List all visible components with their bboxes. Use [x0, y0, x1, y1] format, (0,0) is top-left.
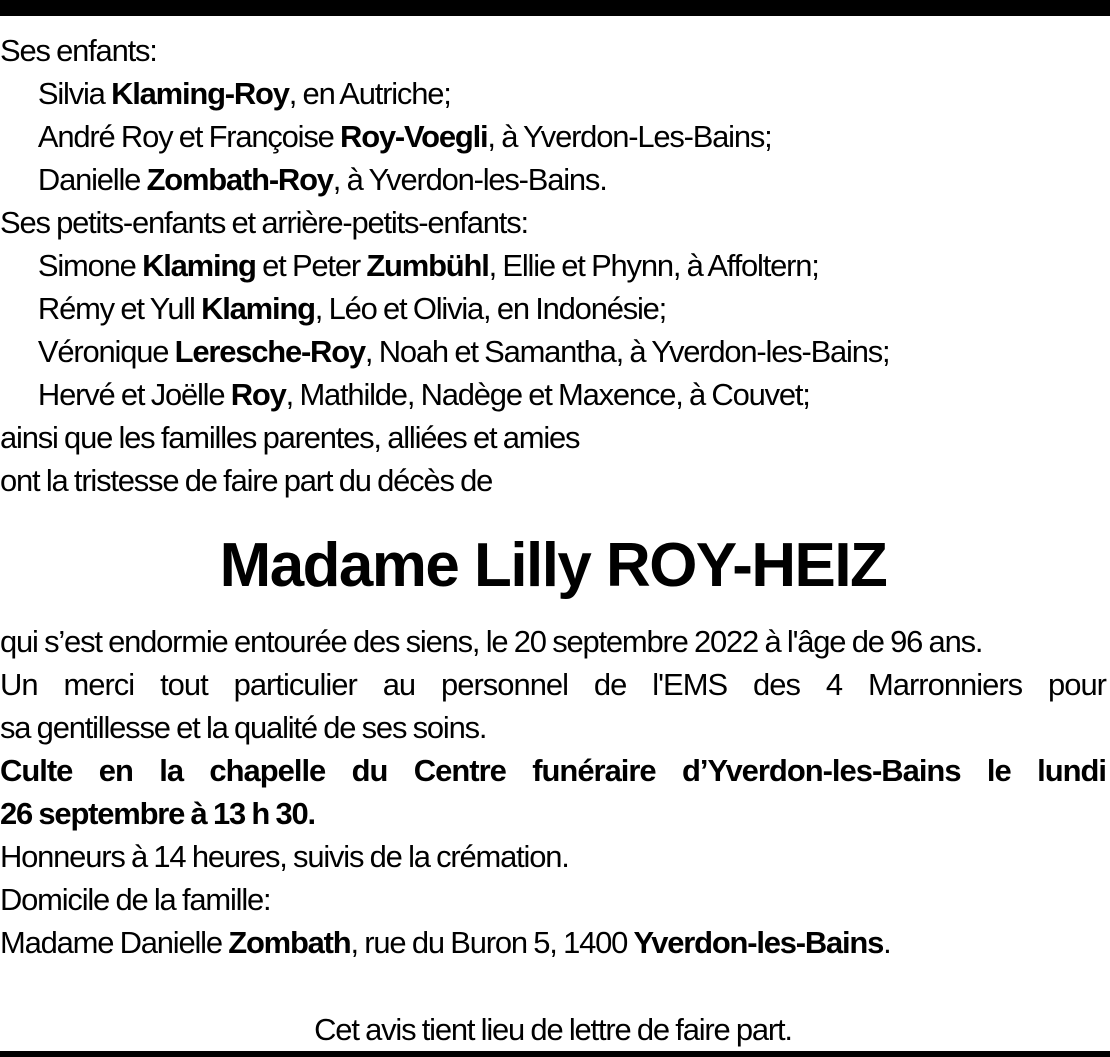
top-rule	[0, 0, 1110, 16]
children-heading: Ses enfants:	[0, 33, 157, 68]
spacer	[0, 502, 1108, 530]
families-line: ainsi que les familles parentes, alliées et amies	[0, 420, 580, 455]
address-text: Madame Danielle	[0, 925, 229, 960]
grandchild-text: Hervé et Joëlle	[37, 377, 231, 412]
child-surname: Klaming-Roy	[111, 76, 289, 111]
grandchildren-heading: Ses petits-enfants et arrière-petits-enfants:	[0, 205, 528, 240]
grandchild-line	[0, 330, 1106, 373]
deceased-name: Madame Lilly ROY-HEIZ	[219, 531, 887, 600]
child-location: , à Yverdon-Les-Bains;	[487, 119, 772, 154]
child-text: André Roy et Françoise	[37, 119, 341, 154]
grandchild-location: , Ellie et Phynn, à Affoltern;	[488, 248, 819, 283]
grandchild-text: Simone	[37, 248, 143, 283]
grandchild-line	[0, 287, 1106, 330]
grandchild-location: , Léo et Olivia, en Indonésie;	[314, 291, 667, 326]
grandchild-surname: Leresche-Roy	[174, 334, 365, 369]
child-text: Silvia	[37, 76, 112, 111]
grandchild-location: , Noah et Samantha, à Yverdon-les-Bains;	[364, 334, 890, 369]
spacer	[0, 964, 1108, 1008]
death-line: qui s’est endormie entourée des siens, le 20 septembre 2022 à l'âge de 96 ans.	[0, 624, 983, 659]
bottom-rule	[0, 1051, 1110, 1057]
grandchild-surname: Roy	[230, 377, 286, 412]
thanks-line: sa gentillesse et la qualité de ses soins.	[0, 710, 487, 745]
child-location: , à Yverdon-les-Bains.	[332, 162, 607, 197]
honours-line: Honneurs à 14 heures, suivis de la crémation.	[0, 839, 569, 874]
child-location: , en Autriche;	[288, 76, 451, 111]
address-city: Yverdon-les-Bains	[633, 925, 884, 960]
spacer	[0, 602, 1108, 620]
grandchild-surname: Klaming	[201, 291, 315, 326]
child-line	[0, 72, 1106, 115]
grandchild-line	[0, 373, 1106, 416]
family-address	[0, 921, 1106, 964]
grandchild-text: Rémy et Yull	[37, 291, 202, 326]
address-surname: Zombath	[228, 925, 351, 960]
grandchild-line	[0, 244, 1106, 287]
thanks-line: Un merci tout particulier au personnel de l'EMS des 4 Marronniers pour	[0, 667, 1107, 702]
grandchild-text: et Peter	[255, 248, 367, 283]
obituary-notice	[0, 29, 1108, 1051]
child-line	[0, 158, 1106, 201]
child-text: Danielle	[37, 162, 147, 197]
grandchild-surname: Klaming	[142, 248, 256, 283]
announce-line: ont la tristesse de faire part du décès de	[0, 463, 493, 498]
address-text: .	[883, 925, 891, 960]
service-line: 26 septembre à 13 h 30.	[0, 796, 315, 831]
grandchild-surname: Zumbühl	[366, 248, 489, 283]
child-surname: Roy-Voegli	[340, 119, 488, 154]
address-street: , rue du Buron 5, 1400	[350, 925, 634, 960]
footer-note: Cet avis tient lieu de lettre de faire part.	[314, 1012, 792, 1047]
grandchild-text: Véronique	[37, 334, 175, 369]
child-surname: Zombath-Roy	[146, 162, 333, 197]
child-line	[0, 115, 1106, 158]
domicile-heading: Domicile de la famille:	[0, 882, 271, 917]
service-line: Culte en la chapelle du Centre funéraire d’Yverdon-les-Bains le lundi	[0, 753, 1107, 788]
grandchild-location: , Mathilde, Nadège et Maxence, à Couvet;	[285, 377, 810, 412]
